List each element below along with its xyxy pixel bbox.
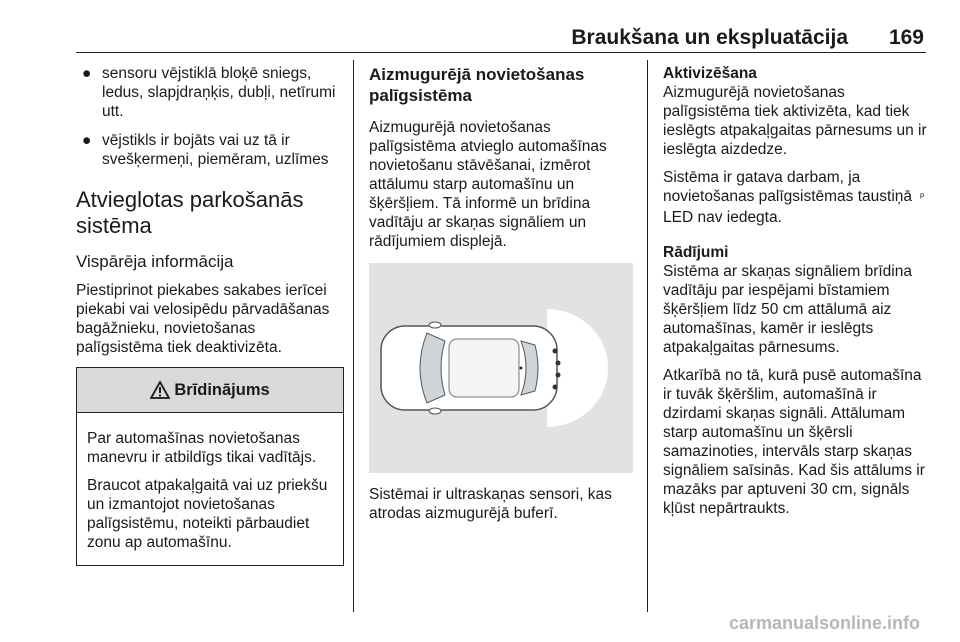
warning-box xyxy=(76,367,344,566)
page-number: 169 xyxy=(888,26,924,49)
list-item: ● sensoru vējstiklā bloķē sniegs, ledus, slapjdraņķis, dubļi, netīrumi utt. xyxy=(82,65,336,120)
paragraph: Aizmugurējā novietošanas palīgsistēma tiek aktivizēta, kad tiek ieslēgts atpakaļgaitas pārnesums un ir ieslēgta aizdedze. xyxy=(663,84,927,158)
parking-sensor-illustration xyxy=(369,263,633,473)
column-2 xyxy=(369,64,637,532)
paragraph: Sistēmai ir ultraskaņas sensori, kas atrodas aizmugurējā buferī. xyxy=(369,486,612,522)
car-top-view-icon xyxy=(369,263,633,473)
subsection-title: Vispārēja informācija xyxy=(76,252,234,271)
section-title: Aizmugurējā novietošanas palīgsistēma xyxy=(369,65,585,105)
paragraph: Sistēma ir gatava darbam, ja novietošanas palīgsistēmas taustiņā ᴾ LED nav iedegta. xyxy=(663,168,933,227)
warning-body xyxy=(77,413,343,565)
list-item: ● vējstikls ir bojāts vai uz tā ir svešķermeņi, piemēram, uzlīmes xyxy=(82,132,329,168)
bullet-icon: ● xyxy=(82,132,92,149)
column-1 xyxy=(76,64,344,566)
column-divider xyxy=(647,60,648,612)
parking-assist-icon: ᴾ xyxy=(920,193,925,204)
warning-title: Brīdinājums xyxy=(174,380,270,399)
header-rule xyxy=(76,52,926,53)
paragraph: Atkarībā no tā, kurā pusē automašīna ir tuvāk šķēršlim, automašīnā ir dzirdami skaņas signāli. Attālumam starp automašīnu un šķērsli samazinoties, intervāls starp skaņas signāliem saīsinās. Kad šis attālums ir mazāks par aptuveni 30 cm, signāls kļūst nepārtraukts. xyxy=(663,367,925,517)
watermark: carmanualsonline.info xyxy=(728,613,920,633)
paragraph: Aizmugurējā novietošanas palīgsistēma atvieglo automašīnas novietošanu stāvēšanai, izmērot attālumu starp automašīnu un šķēršļiem. Tā informē un brīdina vadītāju ar skaņas signāliem un rādījumiem displejā. xyxy=(369,119,607,250)
warning-paragraph: Braucot atpakaļgaitā vai uz priekšu un izmantojot novietošanas palīgsistēmu, noteikti pārbaudiet zonu ap automašīnu. xyxy=(87,477,328,551)
intro-paragraph: Piestiprinot piekabes sakabes ierīcei piekabi vai velosipēdu pārvadāšanas bagāžnieku, novietošanas palīgsistēma tiek deaktivizēta. xyxy=(76,282,330,356)
bullet-icon: ● xyxy=(82,65,92,82)
bullet-list xyxy=(76,64,344,169)
warning-header xyxy=(77,368,343,413)
warning-paragraph: Par automašīnas novietošanas manevru ir atbildīgs tikai vadītājs. xyxy=(87,430,317,466)
header-title: Braukšana un ekspluatācija xyxy=(571,26,848,49)
column-3 xyxy=(663,64,933,527)
warning-triangle-icon xyxy=(150,381,170,399)
column-divider xyxy=(353,60,354,612)
section-title: Atvieglotas parkošanās sistēma xyxy=(76,187,304,238)
paragraph: Sistēma ar skaņas signāliem brīdina vadītāju par iespējami bīstamiem šķēršļiem līdz 50 cm attālumā aiz automašīnas, kamēr ir ieslēgts atpakaļgaitas pārnesums. xyxy=(663,263,912,356)
readings-title: Rādījumi xyxy=(663,244,729,261)
activation-title: Aktivizēšana xyxy=(663,65,757,82)
